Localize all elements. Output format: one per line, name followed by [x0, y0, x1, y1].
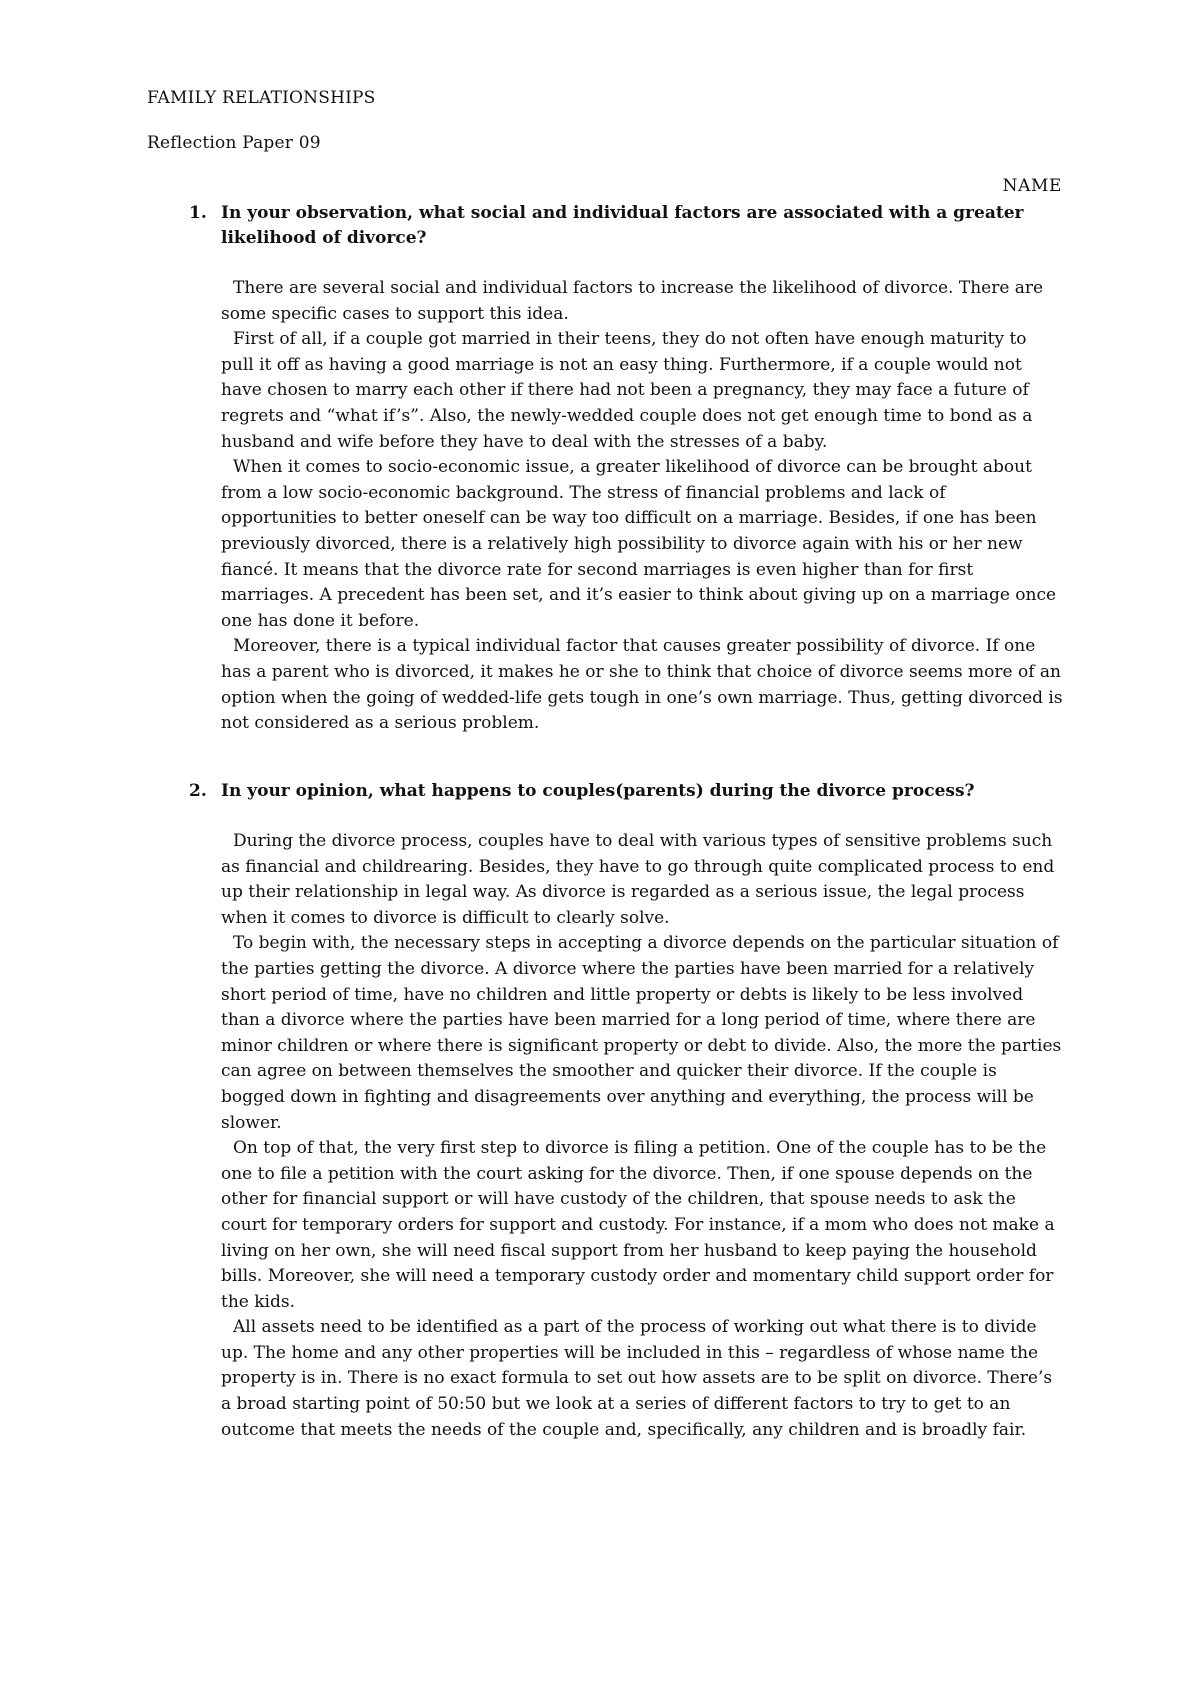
answer-paragraph: First of all, if a couple got married in their teens, they do not often have enough maturity to pull it off as having a good marriage is not an easy thing. Furthermore, if a couple would not have chosen to marry each other if there had not been a pregnancy, they may face a future of regrets and “what if’s”. Also, the newly-wedded couple does not get enough time to bond as a husband and wife before they have to deal with the stresses of a baby. [221, 329, 1033, 452]
question-number: 1. [189, 203, 207, 223]
question-number: 2. [189, 781, 207, 801]
answer-paragraph: To begin with, the necessary steps in accepting a divorce depends on the particular situation of the parties getting the divorce. A divorce where the parties have been married for a relatively short period of time, have no children and little property or debts is likely to be less involved than a divorce where the parties have been married for a long period of time, where there are minor children or where there is significant property or debt to divide. Also, the more the parties can agree on between themselves the smoother and quicker their divorce. If the couple is bogged down in fighting and disagreements over anything and everything, the process will be slower. [221, 933, 1062, 1133]
answer-paragraph: On top of that, the very first step to divorce is filing a petition. One of the couple has to be the one to file a petition with the court asking for the divorce. Then, if one spouse depends on the other for financial support or will have custody of the children, that spouse needs to ask the court for temporary orders for support and custody. For instance, if a mom who does not make a living on her own, she will need fiscal support from her husband to keep paying the household bills. Moreover, she will need a temporary custody order and momentary child support order for the kids. [221, 1138, 1055, 1312]
answer-paragraph: All assets need to be identified as a part of the process of working out what there is to divide up. The home and any other properties will be included in this – regardless of whose name the property is in. There is no exact formula to set out how assets are to be split on divorce. There’s a broad starting point of 50:50 but we look at a series of different factors to try to get to an outcome that meets the needs of the couple and, specifically, any children and is broadly fair. [221, 1317, 1053, 1440]
document-title: FAMILY RELATIONSHIPS [147, 88, 376, 108]
question-text: In your observation, what social and individual factors are associated with a greater likelihood of divorce? [221, 203, 1024, 248]
answer-paragraph: Moreover, there is a typical individual factor that causes greater possibility of divorce. If one has a parent who is divorced, it makes he or she to think that choice of divorce seems more of an option when the going of wedded-life gets tough in one’s own marriage. Thus, getting divorced is not considered as a serious problem. [221, 636, 1063, 734]
answer-2 [221, 829, 1063, 1443]
question-1 [147, 201, 1057, 251]
document-subtitle: Reflection Paper 09 [147, 133, 321, 153]
answer-paragraph: When it comes to socio-economic issue, a greater likelihood of divorce can be brought about from a low socio-economic background. The stress of financial problems and lack of opportunities to better oneself can be way too difficult on a marriage. Besides, if one has been previously divorced, there is a relatively high possibility to divorce again with his or her new fiancé. It means that the divorce rate for second marriages is even higher than for first marriages. A precedent has been set, and it’s easier to think about giving up on a marriage once one has done it before. [221, 457, 1057, 631]
name-label: NAME [1002, 176, 1062, 196]
question-2 [147, 779, 1057, 804]
question-text: In your opinion, what happens to couples(parents) during the divorce process? [221, 781, 975, 801]
answer-1 [221, 276, 1063, 737]
answer-paragraph: There are several social and individual factors to increase the likelihood of divorce. There are some specific cases to support this idea. [221, 278, 1044, 324]
answer-paragraph: During the divorce process, couples have to deal with various types of sensitive problems such as financial and childrearing. Besides, they have to go through quite complicated process to end up their relationship in legal way. As divorce is regarded as a serious issue, the legal process when it comes to divorce is difficult to clearly solve. [221, 831, 1055, 928]
